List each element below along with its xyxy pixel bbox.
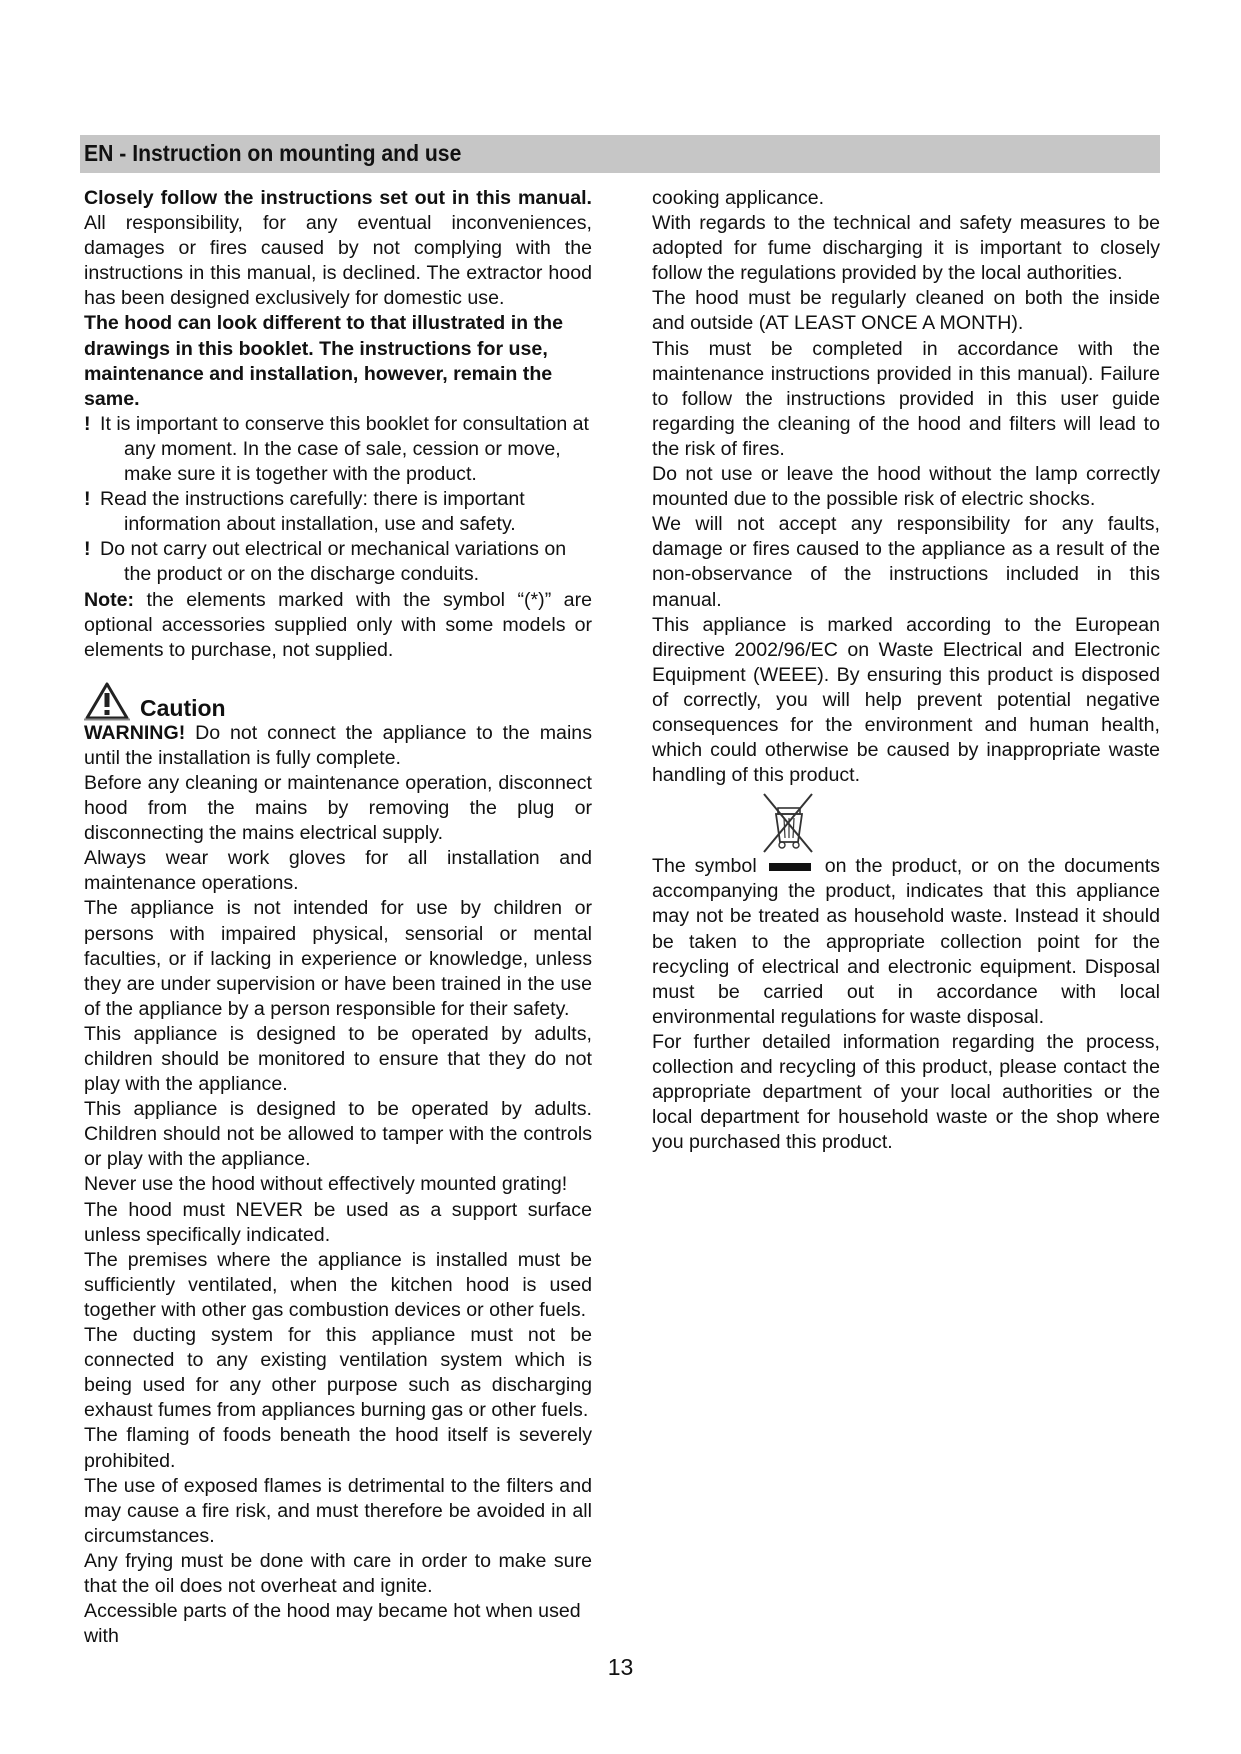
bullet-item [84,487,592,537]
caution-heading [84,675,592,721]
safety-paragraph: The flaming of foods beneath the hood itself is severely prohibited. [84,1424,592,1472]
left-column [84,186,592,1649]
safety-paragraph: Never use the hood without effectively mounted grating! [84,1173,568,1196]
weee-paragraph: This appliance is marked according to the European directive 2002/96/EC on Waste Electrical and Electronic Equipment (WEEE). By ensuring this product is disposed of correctly, you will help prevent potential negative consequences for the environment and human health, which could otherwise be caused by inappropriate waste handling of this product. [652,613,1160,787]
bar-symbol-icon [769,863,811,871]
safety-paragraph: The appliance is not intended for use by children or persons with impaired physical, sensorial or mental faculties, or if lacking in experience or knowledge, unless they are under supervision or have been trained in the use of the appliance by a person responsible for their safety. [84,897,592,1020]
symbol-text: on the product, or on the documents accompanying the product, indicates that this appliance may not be treated as household waste. Instead it should be taken to the appropriate collection point for the recycling of electrical and electronic equipment. Disposal must be carried out in accordance with local environmental regulations for waste disposal. [652,855,1160,1028]
note-label: Note: [84,588,135,611]
info-paragraph: For further detailed information regarding the process, collection and recycling of this product, please contact the appropriate department of your local authorities or the local department for household waste or the shop where you purchased this product. [652,1030,1160,1154]
intro-paragraph [84,186,592,311]
note-text: the elements marked with the symbol “(*)” are optional accessories supplied only with some models or elements to purchase, not supplied. [84,588,592,661]
warning-paragraph [84,721,592,771]
safety-paragraph: This appliance is designed to be operated by adults, children should be monitored to ensure that they do not play with the appliance. [84,1022,592,1096]
intro-bold: Closely follow the instructions set out in this manual. [84,187,592,209]
section-title: EN - Instruction on mounting and use [84,140,462,166]
section-header-bar [80,135,1160,173]
exclamation-icon: ! [84,488,91,511]
weee-symbol-row [652,788,1160,854]
safety-paragraph: The premises where the appliance is installed must be sufficiently ventilated, when the kitchen hood is used together with other gas combustion devices or other fuels. [84,1248,592,1321]
warning-label: WARNING! [84,721,186,744]
bullet-item [84,412,592,487]
appearance-notice: The hood can look different to that illustrated in the drawings in this booklet. The instructions for use, maintenance and installation, however, remain the same. [84,312,563,410]
safety-paragraph: Accessible parts of the hood may became hot when used with [84,1600,581,1648]
safety-paragraph: Any frying must be done with care in order to make sure that the oil does not overheat and ignite. [84,1549,592,1597]
continued-paragraph: cooking applicance. [652,187,825,209]
safety-paragraph: The use of exposed flames is detrimental to the filters and may cause a fire risk, and must therefore be avoided in all circumstances. [84,1474,592,1547]
page-number: 13 [607,1654,634,1680]
bullet-text: Do not carry out electrical or mechanical variations on the product or on the discharge conduits. [100,538,567,586]
caution-title: Caution [140,694,226,721]
exclamation-icon: ! [84,412,91,435]
info-paragraph: This must be completed in accordance with the maintenance instructions provided in this manual). Failure to follow the instructions provided in this user guide regarding the cleaning of the hood and filters will lead to the risk of fires. [652,337,1160,460]
safety-paragraph: This appliance is designed to be operated by adults. Children should not be allowed to tamper with the controls or play with the appliance. [84,1098,592,1171]
info-paragraph: Do not use or leave the hood without the lamp correctly mounted due to the possible risk of electric shocks. [652,463,1160,511]
safety-paragraph: The hood must NEVER be used as a support surface unless specifically indicated. [84,1198,592,1246]
crossed-bin-icon [758,790,818,854]
bullet-item [84,537,592,587]
info-paragraph: With regards to the technical and safety measures to be adopted for fume discharging it is important to closely follow the regulations provided by the local authorities. [652,212,1160,285]
info-paragraph: We will not accept any responsibility for any faults, damage or fires caused to the appliance as a result of the non-observance of the instructions included in this manual. [652,513,1160,611]
bullet-text: It is important to conserve this booklet for consultation at any moment. In the case of sale, cession or move, make sure it is together with the product. [100,412,590,486]
symbol-paragraph [652,854,1160,1030]
safety-paragraph: Before any cleaning or maintenance operation, disconnect hood from the mains by removing the plug or disconnecting the mains electrical supply. [84,771,592,845]
warning-text: Do not connect the appliance to the mains until the installation is fully complete. [84,721,592,769]
safety-paragraph: Always wear work gloves for all installation and maintenance operations. [84,847,592,895]
exclamation-icon: ! [84,538,91,561]
warning-triangle-icon [84,681,130,721]
symbol-prefix: The symbol [652,855,757,878]
bullet-text: Read the instructions carefully: there is important information about installation, use and safety. [100,488,525,536]
safety-paragraph: The ducting system for this appliance must not be connected to any existing ventilation system which is being used for any other purpose such as discharging exhaust fumes from appliances burning gas or other fuels. [84,1324,592,1422]
info-paragraph: The hood must be regularly cleaned on both the inside and outside (AT LEAST ONCE A MONTH). [652,287,1160,335]
intro-text: All responsibility, for any eventual inconveniences, damages or fires caused by not complying with the instructions in this manual, is declined. The extractor hood has been designed exclusively for domestic use. [84,212,592,310]
right-column [652,186,1160,1155]
note-paragraph [84,588,592,663]
